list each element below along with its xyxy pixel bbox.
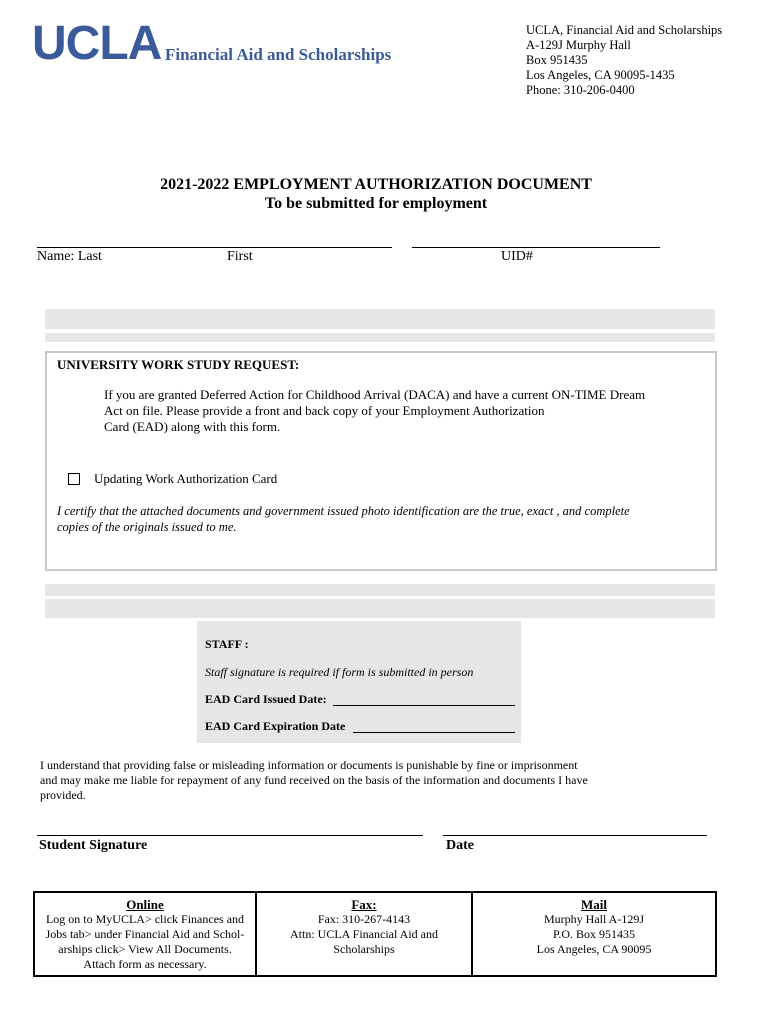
mail-line: Los Angeles, CA 90095	[536, 942, 652, 956]
address-line: A-129J Murphy Hall	[526, 38, 631, 52]
gray-band	[45, 584, 715, 596]
ucla-logo: UCLA	[32, 17, 162, 70]
instruction-line: If you are granted Deferred Action for Childhood Arrival (DACA) and have a current ON-TIME Dream	[104, 387, 646, 402]
address-line: Phone: 310-206-0400	[526, 83, 635, 97]
update-authorization-label: Updating Work Authorization Card	[94, 471, 278, 486]
certify-line: I certify that the attached documents and government issued photo identification are the true, exact , and complete	[57, 504, 630, 518]
instruction-line: Card (EAD) along with this form.	[104, 419, 281, 434]
certify-line: copies of the originals issued to me.	[57, 520, 237, 534]
document-title: 2021-2022 EMPLOYMENT AUTHORIZATION DOCUMENT	[160, 176, 592, 193]
ead-expiration-date-input[interactable]	[353, 732, 515, 733]
submission-methods	[33, 891, 717, 977]
first-name-label: First	[227, 249, 253, 264]
online-line: Jobs tab> under Financial Aid and Schol-	[45, 927, 245, 941]
disclaimer-line: I understand that providing false or misleading information or documents is punishable by fine or imprisonment	[40, 758, 578, 772]
document-title-block	[0, 175, 752, 213]
fax-line: Attn: UCLA Financial Aid and	[290, 927, 438, 941]
mail-heading: Mail	[581, 897, 607, 912]
ead-expiration-date-label: EAD Card Expiration Date	[205, 719, 346, 733]
gray-band	[45, 333, 715, 342]
address-line: UCLA, Financial Aid and Scholarships	[526, 23, 723, 37]
disclaimer-line: and may make me liable for repayment of any fund received on the basis of the information and documents I have	[40, 773, 588, 787]
fax-column	[257, 893, 473, 975]
last-name-label: Name: Last	[37, 249, 102, 264]
fax-line: Scholarships	[333, 942, 395, 956]
instruction-line: Act on file. Please provide a front and back copy of your Employment Authorization	[104, 403, 545, 418]
online-line: Log on to MyUCLA> click Finances and	[45, 912, 245, 926]
fax-line: Fax: 310-267-4143	[317, 912, 411, 926]
certification-statement	[57, 503, 707, 535]
work-study-heading: UNIVERSITY WORK STUDY REQUEST:	[57, 357, 300, 372]
address-line: Box 951435	[526, 53, 588, 67]
uid-input-line[interactable]	[412, 247, 660, 248]
online-line: arships click> View All Documents.	[58, 942, 232, 956]
online-heading: Online	[126, 897, 164, 912]
fax-heading: Fax:	[351, 897, 377, 912]
name-input-line[interactable]	[37, 247, 392, 248]
mail-line: Murphy Hall A-129J	[544, 912, 644, 926]
ead-issued-date-label: EAD Card Issued Date:	[205, 692, 327, 706]
disclaimer-line: provided.	[40, 788, 86, 802]
office-address	[526, 23, 722, 98]
gray-band	[45, 309, 715, 329]
student-signature-line[interactable]	[37, 835, 423, 836]
gray-band	[45, 599, 715, 618]
update-authorization-checkbox[interactable]	[68, 473, 80, 485]
logo-subtitle: Financial Aid and Scholarships	[165, 45, 392, 64]
online-line: Attach form as necessary.	[83, 957, 207, 971]
uid-label: UID#	[501, 249, 533, 264]
ead-issued-date-input[interactable]	[333, 705, 515, 706]
work-study-instructions	[104, 387, 704, 435]
work-study-section	[45, 351, 717, 571]
mail-column	[473, 893, 715, 975]
online-column	[35, 893, 257, 975]
date-label: Date	[446, 838, 474, 853]
student-signature-label: Student Signature	[39, 838, 148, 853]
document-subtitle: To be submitted for employment	[264, 195, 488, 212]
date-line[interactable]	[443, 835, 707, 836]
address-line: Los Angeles, CA 90095-1435	[526, 68, 675, 82]
staff-section	[197, 621, 521, 743]
staff-note: Staff signature is required if form is submitted in person	[205, 665, 474, 679]
mail-line: P.O. Box 951435	[552, 927, 635, 941]
staff-heading: STAFF :	[205, 637, 249, 651]
disclaimer	[40, 758, 660, 803]
